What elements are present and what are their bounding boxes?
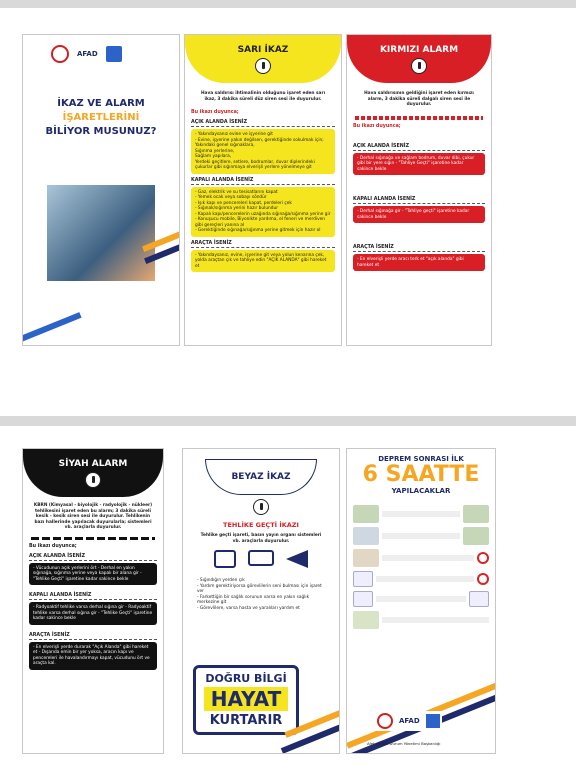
kirmizi-car-label: ARAÇTA İSENİZ (353, 245, 485, 252)
siyah-heading: SİYAH ALARM (58, 459, 128, 469)
tv-icon (214, 550, 236, 568)
media-icons (183, 550, 339, 568)
deprem-logos (375, 711, 442, 731)
sari-closed-box: - Gaz, elektrik ve su tesisatlarını kapat - Yemek ocak veya sobayı söndür - Işık kapı ve pencereleri kapat, perdeleri çek - Sığınak/sığınma yerini hazır bulundur - Kapalı kapı/pencerelerin uzağında sığınağa/sığınma yerine gir - Konuşucu mobile, Biyonikte yardıma, el feneri ve merdiven gibi gereçleri yanına al - Gerektiğinde sığınağa/sığınma yerine gitmek için hazır ol (191, 187, 335, 237)
kirmizi-open-label: AÇIK ALANDA İSENİZ (353, 144, 485, 151)
illustration-icon (353, 549, 379, 567)
kirmizi-car-box: - En elverişli yerde aracı terk et "açık alanda" gibi hareket et (353, 254, 485, 271)
slogan-box: DOĞRU BİLGİ HAYAT KURTARIR (193, 665, 299, 735)
deprem-top: DEPREM SONRASI İLK (378, 455, 464, 463)
beyaz-sub: TEHLİKE GEÇTİ İKAZI (223, 521, 299, 529)
list-item (353, 527, 489, 545)
kirmizi-alarm-panel (346, 34, 492, 346)
siyah-closed-box: - Radyoaktif tehlike varsa derhal sığına gir - Radyoaktif tehlike varsa derhal sığına gir - "Tehlike Geçti" işaretine kadar sakince bekle (29, 602, 157, 625)
sari-intro: Hava saldırısı ihtimalinin olduğunu işaret eden sarı ikaz, 3 dakika süreli düz siren sesi ile duyurulur. (200, 91, 326, 102)
cover-title: İKAZ VE ALARM İŞARETLERİNİ BİLİYOR MUSUNUZ? (45, 98, 157, 137)
radio-icon (248, 550, 274, 566)
sari-open-label: AÇIK ALANDA İSENİZ (191, 120, 335, 127)
list-item (353, 611, 489, 629)
illustration-icon (353, 527, 379, 545)
illustration-icon (353, 505, 379, 523)
siren-icon (253, 499, 269, 515)
beyaz-intro: Tehlike geçti işareti, basın yayın organı sistemleri vb. araçlarla duyurulur. (200, 533, 322, 544)
siyah-intro: KBRN (Kimyasal - biyolojik - radyolojik - nükleer) tehlikesini işaret eden bu alarm; 3 dakika süreli kesik - kesik siren sesi ile duyurulur. Tehlikenin bazı hallerinde yapılacak duyurularla; sistemleri vb. araçlarla duyurulur. (33, 503, 153, 530)
sari-car-label: ARAÇTA İSENİZ (191, 241, 335, 248)
cover-panel (22, 34, 180, 346)
kirmizi-closed-box: - Derhal sığınağa gir - "Tahliye geçti" işaretine kadar sakince bekle (353, 206, 485, 223)
beyaz-bullets: - Sığındığın yerden çık - Yardım gerektiriyorsa görevlilerin seni bulması için işaret ver - Farkettiğin bir sağlık sorunun varsa en yakın sağlık merkezine git - Görevlilere, varsa hasta ve yaralıları yardım et (197, 578, 322, 611)
emblem-icon (377, 713, 393, 729)
ministry-logo-icon (106, 46, 122, 62)
siren-icon (411, 58, 427, 74)
siyah-open-label: AÇIK ALANDA İSENİZ (29, 554, 157, 561)
siren-icon (85, 472, 101, 488)
kirmizi-closed-label: KAPALI ALANDA İSENİZ (353, 197, 485, 204)
sari-closed-label: KAPALI ALANDA İSENİZ (191, 178, 335, 185)
illustration-icon (353, 591, 373, 607)
sari-when: Bu ikazı duyunca; (191, 110, 239, 115)
siyah-when: Bu ikazı duyunca; (29, 543, 77, 549)
phone-icon (469, 591, 489, 607)
beyaz-heading: BEYAZ İKAZ (231, 472, 291, 482)
illustration-icon (353, 571, 373, 587)
sari-open-box: - Yakındaysanız evine ve işyerine git - Evine, işyerine yakın değilsen, gerektiğinde sokulmak için; Yakındaki genel sığınaklara, Sığınma yerlerine, Sağlam yapılara, Yerdeki geçitlere, setlere, bodrumlar, duvar diplerindeki çukurlar gibi sığınmaya elverişli yerlere yönelmeye git (191, 129, 335, 174)
sari-ikaz-panel (184, 34, 342, 346)
no-entry-icon (477, 552, 489, 564)
beyaz-ikaz-panel (182, 448, 340, 754)
siyah-car-label: ARAÇTA İSENİZ (29, 633, 157, 640)
deprem-footer: Afet ve Acil Durum Yönetimi Başkanlığı (367, 741, 441, 746)
middle-strip (0, 416, 576, 426)
sari-car-box: - Yakındaysanız, evine, işyerine git veya yolun kenarına çek, yolda araçtan çık ve tahliye edin "AÇIK ALANDA" gibi hareket et (191, 250, 335, 273)
deprem-list (347, 505, 495, 629)
siren-icon (255, 58, 271, 74)
kirmizi-when: Bu ikazı duyunca; (353, 123, 401, 129)
no-fire-icon (477, 573, 489, 585)
afad-logo: AFAD (77, 50, 98, 58)
wave-line (355, 116, 483, 120)
siyah-closed-label: KAPALI ALANDA İSENİZ (29, 593, 157, 600)
siyah-open-box: - Vücudunun açık yerlerini ört - Derhal en yakın sığınağa, sığınma yerine veya kapalı bir alana gir - "Tehlike Geçti" işaretine kadar sakince bekle (29, 563, 157, 586)
kirmizi-heading: KIRMIZI ALARM (379, 45, 459, 55)
sari-heading: SARI İKAZ (237, 45, 289, 55)
siyah-alarm-panel (22, 448, 164, 754)
emblem-icon (51, 45, 69, 63)
blue-stripe (22, 312, 82, 344)
kirmizi-open-box: - Derhal sığınağa ve sağlam bodrum, duvar dibi, çukur gibi bir yere sığın - "Tahliye Geçti" işaretine kadar sakince bekle (353, 153, 485, 176)
illustration-icon (353, 611, 379, 629)
cover-photo (47, 185, 155, 281)
list-item (353, 571, 489, 587)
illustration-icon (463, 505, 489, 523)
list-item (353, 591, 489, 607)
illustration-icon (463, 527, 489, 545)
top-strip (0, 0, 576, 8)
deprem-sub: YAPILACAKLAR (391, 487, 451, 495)
list-item (353, 549, 489, 567)
siyah-car-box: - En elverişli yerde durarak "Açık Alanda" gibi hareket et - Dışarıda emin bir yer yoksa, aracın kapı ve pencereleri ile havalandırmayı kapat, vücudunu ört ve araçta kal. (29, 642, 157, 670)
dash-line (31, 537, 155, 540)
list-item (353, 505, 489, 523)
deprem-panel (346, 448, 496, 754)
afad-logo: AFAD (399, 717, 420, 725)
deprem-big: 6 SAATTE (362, 462, 480, 487)
megaphone-icon (286, 550, 308, 568)
ministry-logo-icon (426, 714, 440, 728)
kirmizi-intro: Hava saldırısının geldiğini işaret eden kırmızı alarm, 3 dakika süreli dalgalı siren sesi ile duyurulur. (364, 91, 474, 107)
